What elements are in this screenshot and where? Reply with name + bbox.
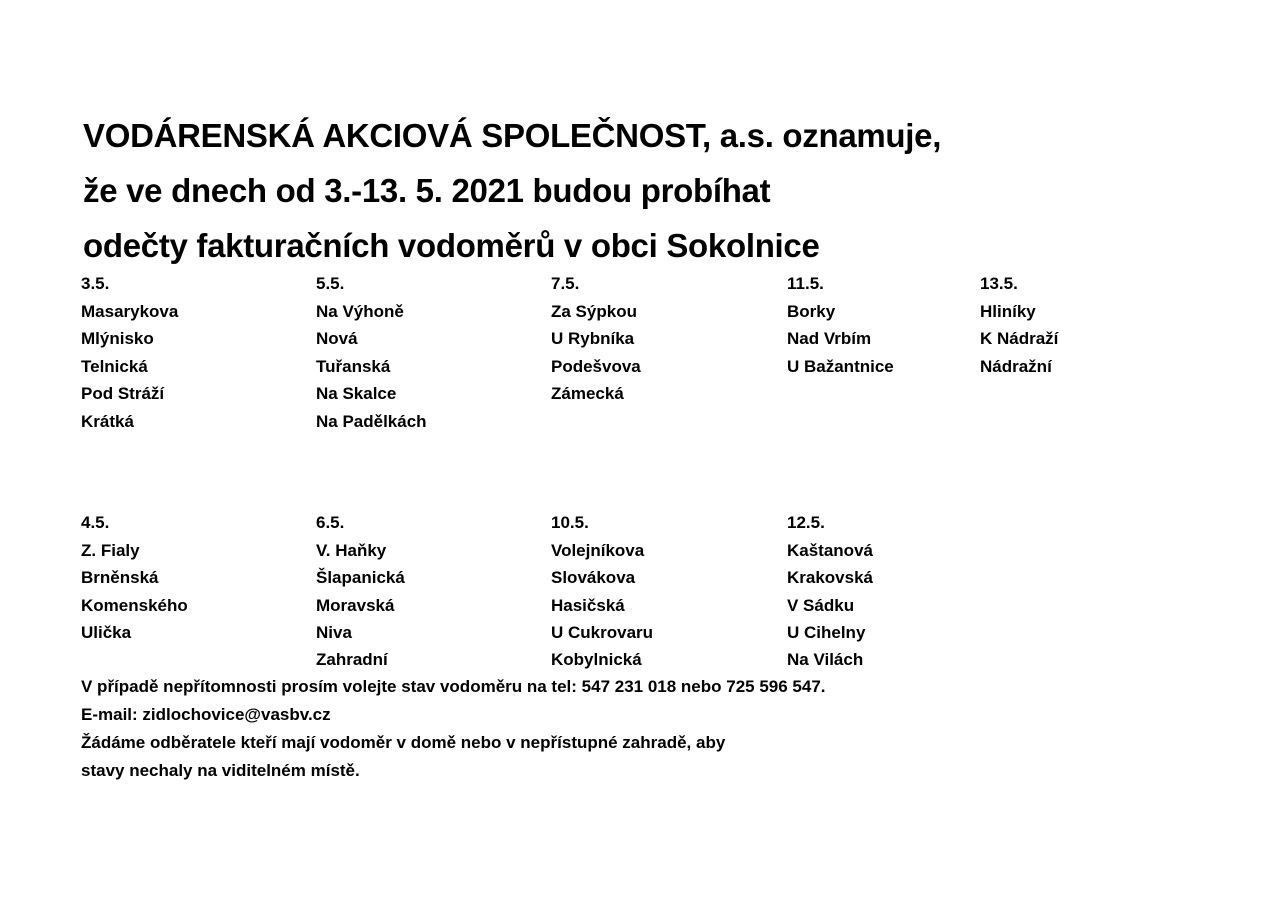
schedule-column-11-5 bbox=[787, 270, 894, 380]
street-name: V Sádku bbox=[787, 595, 855, 615]
street-name: Zámecká bbox=[551, 384, 624, 403]
street-name: Mlýnisko bbox=[81, 329, 154, 348]
street-name: Kaštanová bbox=[787, 540, 873, 560]
street-name: Šlapanická bbox=[316, 568, 405, 587]
heading-line-2: že ve dnech od 3.-13. 5. 2021 budou probíhat bbox=[83, 172, 771, 209]
street-name: Krakovská bbox=[787, 568, 874, 587]
street-name: Hliníky bbox=[980, 301, 1036, 321]
street-name: Za Sýpkou bbox=[551, 301, 637, 321]
street-name: Nádražní bbox=[980, 356, 1052, 376]
schedule-column-4-5 bbox=[81, 509, 188, 647]
street-name: Komenského bbox=[81, 595, 188, 615]
schedule-column-6-5 bbox=[316, 509, 405, 673]
heading-line-3: odečty fakturačních vodoměrů v obci Sokolnice bbox=[83, 227, 820, 264]
page-title bbox=[83, 108, 941, 273]
street-name: Masarykova bbox=[81, 301, 179, 321]
street-name: Slovákova bbox=[551, 568, 636, 587]
street-name: Borky bbox=[787, 301, 836, 321]
street-name: Tuřanská bbox=[316, 356, 391, 376]
street-name: Na Skalce bbox=[316, 384, 397, 403]
schedule-column-7-5 bbox=[551, 270, 641, 408]
street-name: Kobylnická bbox=[551, 649, 642, 669]
street-name: Z. Fialy bbox=[81, 540, 140, 560]
street-name: Hasičská bbox=[551, 595, 625, 615]
street-name: Podešvova bbox=[551, 356, 641, 376]
street-name: Krátká bbox=[81, 411, 134, 431]
street-name: U Bažantnice bbox=[787, 356, 894, 376]
schedule-column-5-5 bbox=[316, 270, 427, 435]
schedule-column-10-5 bbox=[551, 509, 653, 673]
street-name: V. Haňky bbox=[316, 540, 387, 560]
street-name: K Nádraží bbox=[980, 329, 1059, 348]
street-name: U Cukrovaru bbox=[551, 623, 654, 642]
schedule-date: 10.5. bbox=[551, 513, 589, 532]
heading-line-1: VODÁRENSKÁ AKCIOVÁ SPOLEČNOST, a.s. oznamuje, bbox=[83, 117, 942, 154]
phone-note: V případě nepřítomnosti prosím volejte stav vodoměru na tel: 547 231 018 nebo 725 596 547. bbox=[81, 677, 826, 696]
street-name: U Cihelny bbox=[787, 623, 866, 642]
street-name: Telnická bbox=[81, 356, 148, 376]
schedule-date: 4.5. bbox=[81, 513, 110, 532]
schedule-date: 5.5. bbox=[316, 274, 345, 293]
schedule-date: 6.5. bbox=[316, 513, 345, 532]
schedule-column-13-5 bbox=[980, 270, 1058, 380]
street-name: Zahradní bbox=[316, 649, 388, 669]
schedule-date: 13.5. bbox=[980, 274, 1018, 293]
street-name: Volejníkova bbox=[551, 540, 645, 560]
street-name: Brněnská bbox=[81, 568, 159, 587]
schedule-date: 11.5. bbox=[787, 274, 824, 293]
street-name: Na Vilách bbox=[787, 649, 864, 669]
street-name: Pod Stráží bbox=[81, 384, 165, 403]
schedule-column-12-5 bbox=[787, 509, 873, 673]
street-name: Nová bbox=[316, 329, 358, 348]
street-name: U Rybníka bbox=[551, 329, 635, 348]
request-note-line-2: stavy nechaly na viditelném místě. bbox=[81, 761, 360, 780]
schedule-date: 7.5. bbox=[551, 274, 580, 293]
street-name: Na Padělkách bbox=[316, 411, 427, 431]
street-name: Moravská bbox=[316, 595, 395, 615]
schedule-date: 3.5. bbox=[81, 274, 110, 293]
street-name: Ulička bbox=[81, 623, 132, 642]
street-name: Niva bbox=[316, 623, 352, 642]
street-name: Na Výhoně bbox=[316, 301, 404, 321]
email-note: E-mail: zidlochovice@vasbv.cz bbox=[81, 705, 331, 724]
footer-notes bbox=[81, 673, 826, 785]
street-name: Nad Vrbím bbox=[787, 329, 872, 348]
schedule-date: 12.5. bbox=[787, 513, 825, 532]
request-note-line-1: Žádáme odběratele kteří mají vodoměr v domě nebo v nepřístupné zahradě, aby bbox=[81, 733, 726, 752]
schedule-column-3-5 bbox=[81, 270, 178, 435]
